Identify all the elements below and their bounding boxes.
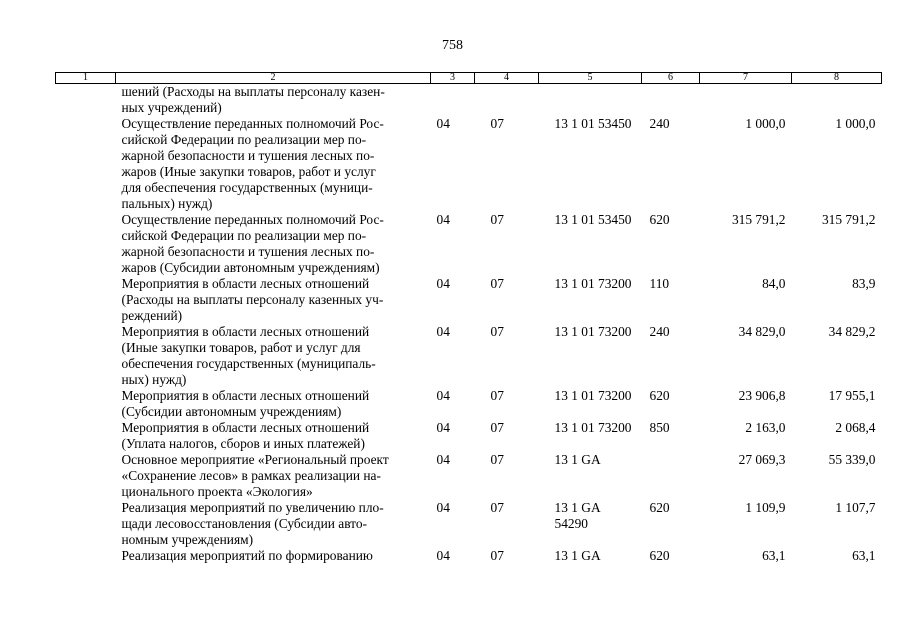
cell-subsection-code: 07 bbox=[490, 116, 504, 131]
expense-name-line: (Иные закупки товаров, работ и услуг для bbox=[121, 340, 361, 355]
cell-amount-year-2 bbox=[792, 84, 882, 117]
cell-amount-year-1: 1 000,0 bbox=[745, 116, 786, 131]
cell-expense-name bbox=[116, 276, 431, 324]
cell-expense-type: 620 bbox=[649, 548, 670, 563]
cell-amount-year-2: 34 829,2 bbox=[828, 324, 876, 339]
cell-row-number bbox=[56, 500, 116, 548]
expense-name-line: (Субсидии автономным учреждениям) bbox=[121, 404, 342, 419]
cell-target-article: 13 1 GA bbox=[554, 548, 601, 563]
budget-table bbox=[55, 72, 882, 564]
cell-expense-name bbox=[116, 324, 431, 388]
cell-expense-type: 110 bbox=[649, 276, 670, 291]
cell-expense-name bbox=[116, 548, 431, 564]
expense-name-line: Мероприятия в области лесных отношений bbox=[121, 388, 370, 403]
cell-expense-type: 620 bbox=[649, 388, 670, 403]
expense-name-line: сийской Федерации по реализации мер по- bbox=[121, 228, 367, 243]
header-row bbox=[56, 73, 882, 84]
cell-expense-name bbox=[116, 84, 431, 117]
cell-row-number bbox=[56, 548, 116, 564]
table-row bbox=[56, 212, 882, 276]
cell-section-code: 04 bbox=[436, 500, 450, 515]
table-row bbox=[56, 548, 882, 564]
cell-amount-year-2: 83,9 bbox=[852, 276, 876, 291]
cell-expense-name bbox=[116, 116, 431, 212]
cell-expense-type: 240 bbox=[649, 116, 670, 131]
cell-amount-year-2: 2 068,4 bbox=[835, 420, 876, 435]
cell-subsection-code: 07 bbox=[490, 324, 504, 339]
cell-expense-name bbox=[116, 212, 431, 276]
cell-amount-year-1: 2 163,0 bbox=[745, 420, 786, 435]
expense-name-line: Реализация мероприятий по формированию bbox=[121, 548, 373, 563]
cell-subsection-code: 07 bbox=[490, 420, 504, 435]
cell-amount-year-1: 23 906,8 bbox=[738, 388, 786, 403]
page-number: 758 bbox=[442, 38, 463, 53]
cell-amount-year-1: 63,1 bbox=[762, 548, 786, 563]
cell-row-number bbox=[56, 212, 116, 276]
cell-expense-type: 620 bbox=[649, 500, 670, 515]
expense-name-line: пальных) нужд) bbox=[121, 196, 213, 211]
cell-target-article bbox=[539, 84, 642, 117]
cell-row-number bbox=[56, 84, 116, 117]
cell-section-code: 04 bbox=[436, 212, 450, 227]
table-header bbox=[56, 73, 882, 84]
expense-name-line: ционального проекта «Экология» bbox=[121, 484, 313, 499]
table-row bbox=[56, 388, 882, 420]
cell-expense-name bbox=[116, 388, 431, 420]
cell-row-number bbox=[56, 324, 116, 388]
cell-amount-year-2: 17 955,1 bbox=[828, 388, 876, 403]
expense-name-line: «Сохранение лесов» в рамках реализации на- bbox=[121, 468, 381, 483]
expense-name-line: сийской Федерации по реализации мер по- bbox=[121, 132, 367, 147]
expense-name-line: Осуществление переданных полномочий Рос- bbox=[121, 116, 384, 131]
expense-name-line: ных) нужд) bbox=[121, 372, 187, 387]
cell-section-code: 04 bbox=[436, 276, 450, 291]
header-col-6: 6 bbox=[642, 73, 700, 84]
expense-name-line: жарной безопасности и тушения лесных по- bbox=[121, 148, 375, 163]
cell-row-number bbox=[56, 276, 116, 324]
cell-expense-name bbox=[116, 420, 431, 452]
header-col-7: 7 bbox=[700, 73, 792, 84]
cell-subsection-code: 07 bbox=[490, 548, 504, 563]
cell-subsection-code: 07 bbox=[490, 212, 504, 227]
expense-name-line: Мероприятия в области лесных отношений bbox=[121, 324, 370, 339]
cell-subsection-code: 07 bbox=[490, 452, 504, 467]
table-row bbox=[56, 324, 882, 388]
expense-name-line: Мероприятия в области лесных отношений bbox=[121, 276, 370, 291]
cell-amount-year-2: 315 791,2 bbox=[821, 212, 876, 227]
expense-name-line: номным учреждениям) bbox=[121, 532, 254, 547]
cell-amount-year-1: 315 791,2 bbox=[731, 212, 786, 227]
cell-target-article: 13 1 01 53450 bbox=[554, 116, 632, 131]
cell-subsection-code bbox=[475, 84, 539, 117]
cell-amount-year-1 bbox=[700, 84, 792, 117]
header-col-5: 5 bbox=[539, 73, 642, 84]
cell-expense-type bbox=[642, 84, 700, 117]
cell-row-number bbox=[56, 116, 116, 212]
cell-expense-type: 240 bbox=[649, 324, 670, 339]
cell-section-code: 04 bbox=[436, 548, 450, 563]
expense-name-line: Основное мероприятие «Региональный проект bbox=[121, 452, 389, 467]
cell-amount-year-2: 63,1 bbox=[852, 548, 876, 563]
header-col-8: 8 bbox=[792, 73, 882, 84]
expense-name-line: обеспечения государственных (муниципаль- bbox=[121, 356, 376, 371]
cell-amount-year-1: 34 829,0 bbox=[738, 324, 786, 339]
cell-amount-year-2: 1 000,0 bbox=[835, 116, 876, 131]
table-row bbox=[56, 420, 882, 452]
cell-amount-year-1: 1 109,9 bbox=[745, 500, 786, 515]
cell-subsection-code: 07 bbox=[490, 388, 504, 403]
cell-subsection-code: 07 bbox=[490, 276, 504, 291]
header-col-3: 3 bbox=[431, 73, 475, 84]
expense-name-line: щади лесовосстановления (Субсидии авто- bbox=[121, 516, 368, 531]
cell-amount-year-2: 55 339,0 bbox=[828, 452, 876, 467]
cell-target-article: 13 1 01 53450 bbox=[554, 212, 632, 227]
cell-amount-year-2: 1 107,7 bbox=[835, 500, 876, 515]
table-row bbox=[56, 276, 882, 324]
expense-name-line: Реализация мероприятий по увеличению пло- bbox=[121, 500, 384, 515]
target-article-line: 13 1 GA bbox=[554, 500, 601, 515]
expense-name-line: реждений) bbox=[121, 308, 183, 323]
cell-expense-name bbox=[116, 452, 431, 500]
cell-section-code: 04 bbox=[436, 388, 450, 403]
cell-expense-type: 850 bbox=[649, 420, 670, 435]
cell-target-article: 13 1 01 73200 bbox=[554, 276, 632, 291]
cell-amount-year-1: 84,0 bbox=[762, 276, 786, 291]
expense-name-line: шений (Расходы на выплаты персоналу казен- bbox=[121, 84, 385, 99]
cell-expense-type bbox=[642, 452, 700, 500]
cell-row-number bbox=[56, 420, 116, 452]
expense-name-line: Мероприятия в области лесных отношений bbox=[121, 420, 370, 435]
expense-name-line: ных учреждений) bbox=[121, 100, 222, 115]
cell-target-article: 13 1 01 73200 bbox=[554, 420, 632, 435]
cell-expense-name bbox=[116, 500, 431, 548]
cell-target-article: 13 1 01 73200 bbox=[554, 324, 632, 339]
cell-row-number bbox=[56, 388, 116, 420]
table-row bbox=[56, 84, 882, 117]
cell-target-article: 13 1 01 73200 bbox=[554, 388, 632, 403]
cell-section-code bbox=[431, 84, 475, 117]
cell-target-article bbox=[539, 500, 642, 548]
expense-name-line: для обеспечения государственных (муници- bbox=[121, 180, 373, 195]
cell-section-code: 04 bbox=[436, 116, 450, 131]
table-row bbox=[56, 116, 882, 212]
expense-name-line: жарной безопасности и тушения лесных по- bbox=[121, 244, 375, 259]
cell-section-code: 04 bbox=[436, 452, 450, 467]
cell-expense-type: 620 bbox=[649, 212, 670, 227]
cell-amount-year-1: 27 069,3 bbox=[738, 452, 786, 467]
expense-name-line: жаров (Иные закупки товаров, работ и услуг bbox=[121, 164, 376, 179]
expense-name-line: (Уплата налогов, сборов и иных платежей) bbox=[121, 436, 365, 451]
expense-name-line: жаров (Субсидии автономным учреждениям) bbox=[121, 260, 380, 275]
cell-section-code: 04 bbox=[436, 324, 450, 339]
table-body bbox=[56, 84, 882, 565]
header-col-1: 1 bbox=[56, 73, 116, 84]
cell-target-article: 13 1 GA bbox=[554, 452, 601, 467]
expense-name-line: Осуществление переданных полномочий Рос- bbox=[121, 212, 384, 227]
header-col-4: 4 bbox=[475, 73, 539, 84]
expense-name-line: (Расходы на выплаты персоналу казенных уч- bbox=[121, 292, 384, 307]
table-row bbox=[56, 452, 882, 500]
header-col-2: 2 bbox=[116, 73, 431, 84]
cell-row-number bbox=[56, 452, 116, 500]
cell-subsection-code: 07 bbox=[490, 500, 504, 515]
cell-section-code: 04 bbox=[436, 420, 450, 435]
target-article-line: 54290 bbox=[554, 516, 588, 531]
table-row bbox=[56, 500, 882, 548]
